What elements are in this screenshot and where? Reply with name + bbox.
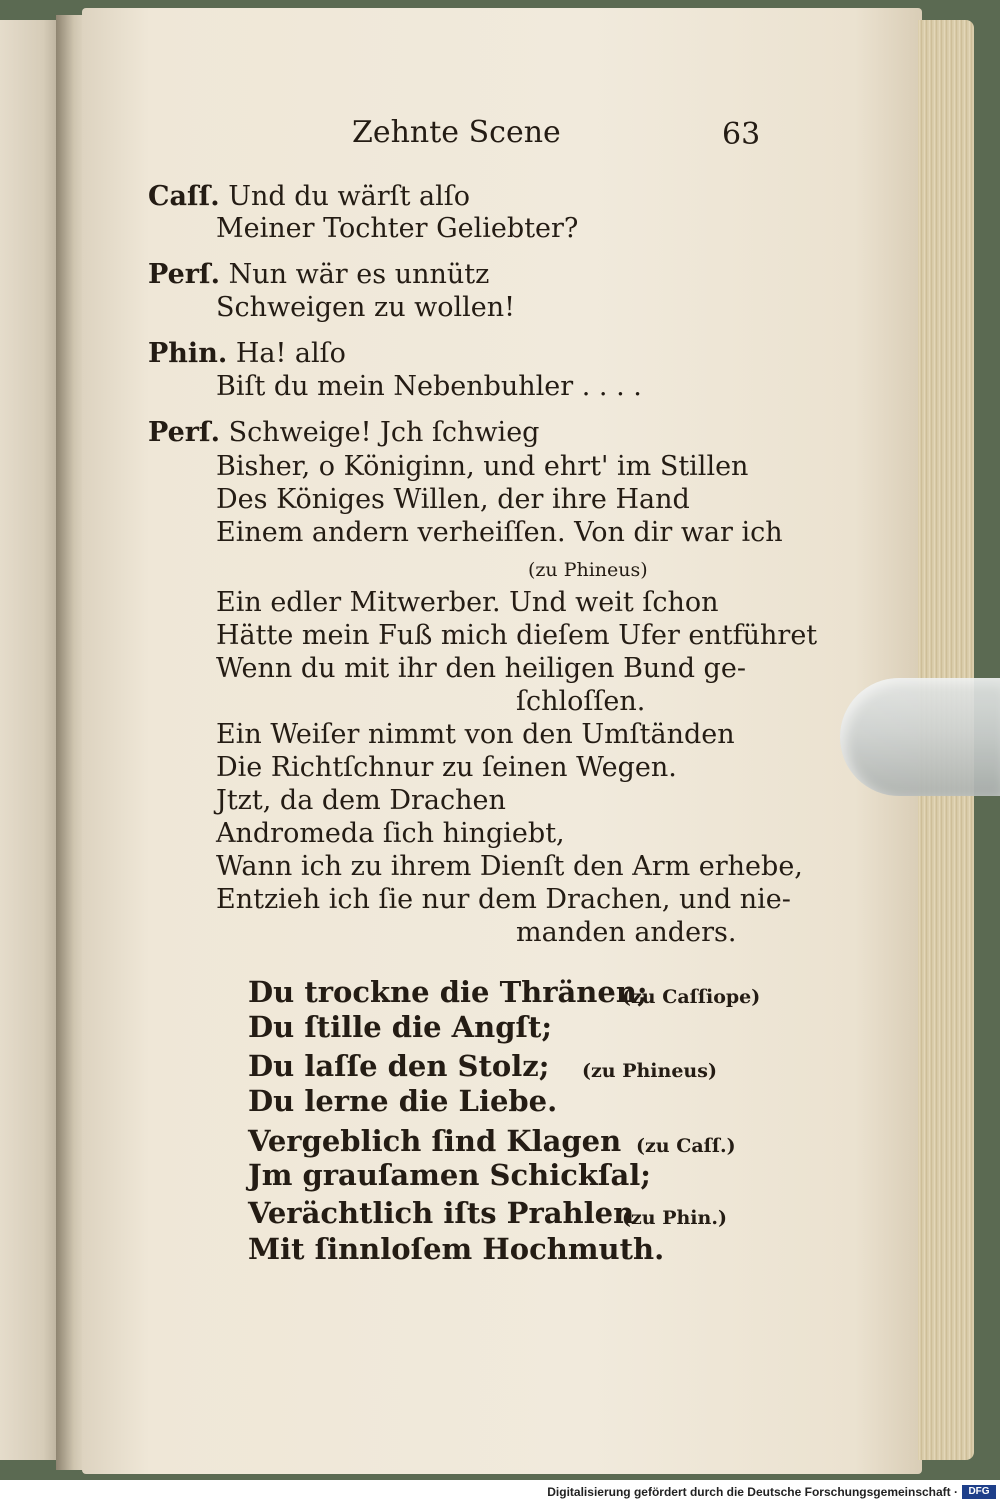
dialogue-line: Ein edler Mitwerber. Und weit ſchon (216, 587, 719, 618)
dialogue-line: Jtzt, da dem Drachen (216, 785, 506, 816)
page-number: 63 (722, 117, 761, 152)
dialogue-line: Wann ich zu ihrem Dienſt den Arm erhebe, (216, 851, 803, 882)
dialogue-line (148, 337, 346, 371)
dialogue-line: Hätte mein Fuß mich dieſem Ufer entführet (216, 620, 818, 651)
dialogue-line: Ein Weiſer nimmt von den Umſtänden (216, 719, 735, 750)
aria-line: Du laſſe den Stolz; (248, 1049, 550, 1083)
aria-line: Du ſtille die Angſt; (248, 1010, 553, 1044)
dialogue-line: ſchloſſen. (516, 686, 646, 717)
stage-direction: (zu Caſſ.) (636, 1135, 736, 1157)
stage-direction: (zu Phineus) (528, 559, 648, 581)
line-text: Schweige! Jch ſchwieg (228, 417, 540, 448)
funding-credit: Digitalisierung gefördert durch die Deutsche Forschungsgemeinschaft · (547, 1485, 958, 1499)
dialogue-line: Einem andern verheiſſen. Von dir war ich (216, 517, 783, 548)
aria-line: Mit ſinnloſem Hochmuth. (248, 1232, 665, 1266)
dfg-logo: DFG (962, 1485, 996, 1499)
page-header-title: Zehnte Scene (352, 115, 561, 150)
dialogue-line (148, 416, 539, 450)
aria-line: Verächtlich iſts Prahlen (248, 1196, 635, 1230)
speaker-name: Perſ. (148, 417, 220, 448)
dialogue-line: Die Richtſchnur zu ſeinen Wegen. (216, 752, 677, 783)
dialogue-line: Andromeda ſich hingiebt, (216, 818, 565, 849)
aria-line: Du lerne die Liebe. (248, 1084, 558, 1118)
dialogue-line: Bisher, o Königinn, und ehrt' im Stillen (216, 451, 749, 482)
dialogue-line: Schweigen zu wollen! (216, 292, 516, 323)
aria-line: Jm grauſamen Schickſal; (248, 1158, 651, 1192)
speaker-name: Phin. (148, 338, 228, 369)
dialogue-line (148, 258, 489, 292)
aria-line: Vergeblich ſind Klagen (248, 1124, 622, 1158)
footer-bar (0, 1480, 1000, 1505)
left-page-edge (0, 20, 62, 1460)
dialogue-line: Des Königes Willen, der ihre Hand (216, 484, 690, 515)
dialogue-line: manden anders. (516, 917, 737, 948)
aria-line: Du trockne die Thränen; (248, 975, 648, 1009)
dialogue-line: Entzieh ich ſie nur dem Drachen, und nie- (216, 884, 791, 915)
dialogue-line: Wenn du mit ihr den heiligen Bund ge- (216, 653, 746, 684)
bookmark-clip (840, 678, 1000, 796)
dialogue-line: Biſt du mein Nebenbuhler . . . . (216, 371, 642, 402)
stage-direction: (zu Phineus) (582, 1060, 717, 1082)
stage-direction: (zu Phin.) (622, 1207, 727, 1229)
line-text: Ha! alſo (235, 338, 346, 369)
line-text: Nun wär es unnütz (228, 259, 490, 290)
dialogue-line (148, 180, 470, 214)
line-text: Und du wärſt alſo (228, 181, 471, 212)
speaker-name: Caſſ. (148, 181, 220, 212)
stage-direction: (zu Caſſiope) (622, 986, 761, 1008)
dialogue-line: Meiner Tochter Geliebter? (216, 213, 579, 244)
speaker-name: Perſ. (148, 259, 220, 290)
